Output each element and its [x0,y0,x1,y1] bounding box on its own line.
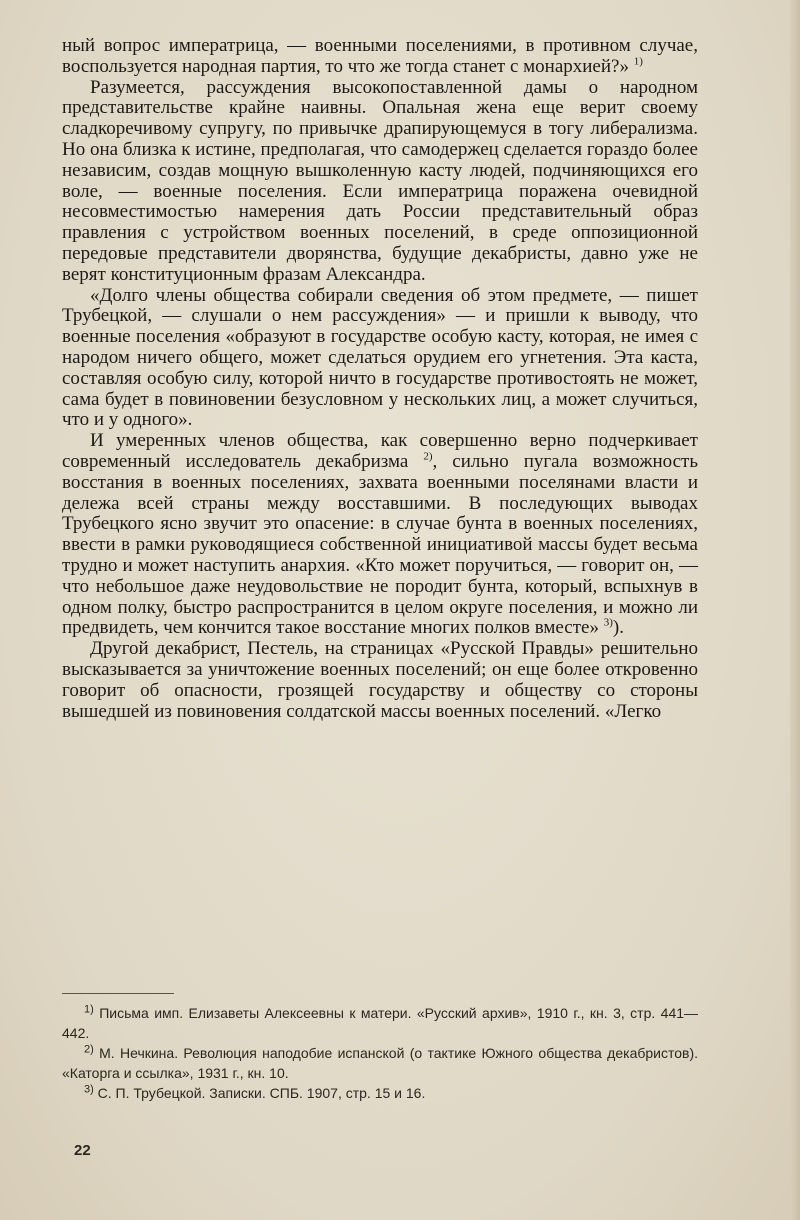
footnote-ref-1: 1) [633,55,643,68]
paragraph-2: Разумеется, рассуждения высокопоставленной дамы о народном представительстве крайне наивны. Опальная жена еще верит своему сладкоречивому супругу, по привычке драпирующемуся в тогу либерализма. Но она близка к истине, предполагая, что самодержец сделается гораздо более независим, создав мощную вышколенную касту людей, подчиняющихся его воле, — военные поселения. Если императрица поражена очевидной несовместимостью намерения дать России представительный образ правления с устройством военных поселений, в среде оппозиционной передовые представители дворянства, будущие декабристы, давно уже не верят конституционным фразам Александра. [62,76,698,285]
footnote-3 [62,1083,698,1103]
footnote-1-text: Письма имп. Елизаветы Алексеевны к матери. «Русский архив», 1910 г., кн. 3, стр. 441—442. [62,1005,699,1041]
footnote-ref-3: 3) [603,616,613,629]
paragraph-1 [62,36,698,78]
footnote-3-mark: 3) [84,1083,94,1096]
footnote-2-text: М. Нечкина. Революция наподобие испанской (о тактике Южного общества декабристов). «Каторга и ссылка», 1931 г., кн. 10. [62,1045,699,1081]
footnote-1-mark: 1) [84,1003,94,1016]
paragraph-4 [62,431,698,639]
footnote-ref-2: 2) [423,450,433,463]
footnote-divider [62,993,174,994]
footnote-2-mark: 2) [84,1043,94,1056]
page-edge [790,0,800,1220]
paragraph-5: Другой декабрист, Пестель, на страницах «Русской Правды» решительно высказывается за уничтожение военных поселений; он еще более откровенно говорит об опасности, грозящей государству и обществу со стороны вышедшей из повиновения солдатской массы военных поселений. «Легко [62,638,698,722]
page-number: 22 [74,1142,91,1159]
footnote-3-text: С. П. Трубецкой. Записки. СПБ. 1907, стр. 15 и 16. [97,1085,426,1101]
footnote-2 [62,1043,698,1083]
main-text [62,36,698,722]
footnote-1 [62,1003,698,1043]
paragraph-3: «Долго члены общества собирали сведения об этом предмете, — пишет Трубецкой, — слушали о нем рассуждения» — и пришли к выводу, что военные поселения «образуют в государстве особую касту, которая, не имея с народом ничего общего, может сделаться орудием его угнетения. Эта каста, составляя особую силу, которой ничто в государстве противостоять не может, сама будет в повиновении безусловном у нескольких лиц, а может случиться, что и у одного». [62,284,698,431]
footnotes [62,1003,698,1103]
paragraph-4-text-a: И умеренных членов общества, как совершенно верно подчеркивает современный исследователь декабризма [62,430,698,472]
paragraph-1-text: ный вопрос императрица, — военными поселениями, в противном случае, воспользуется народная партия, то что же тогда станет с монархией?» [62,35,698,77]
paragraph-4-text-b: , сильно пугала возможность восстания в военных поселениях, захвата военными поселянами власти и дележа всей страны между восставшими. В последующих выводах Трубецкого ясно звучит это опасение: в случае бунта в военных поселениях, ввести в рамки руководящиеся собственной инициативой массы будет весьма трудно и может наступить анархия. «Кто может поручиться, — говорит он, — что небольшое даже неудовольствие не породит бунта, который, вспыхнув в одном полку, быстро распространится в целом округе поселения, и можно ли предвидеть, чем кончится такое восстание многих полков вместе» [62,450,698,639]
paragraph-4-end: ). [612,617,624,639]
